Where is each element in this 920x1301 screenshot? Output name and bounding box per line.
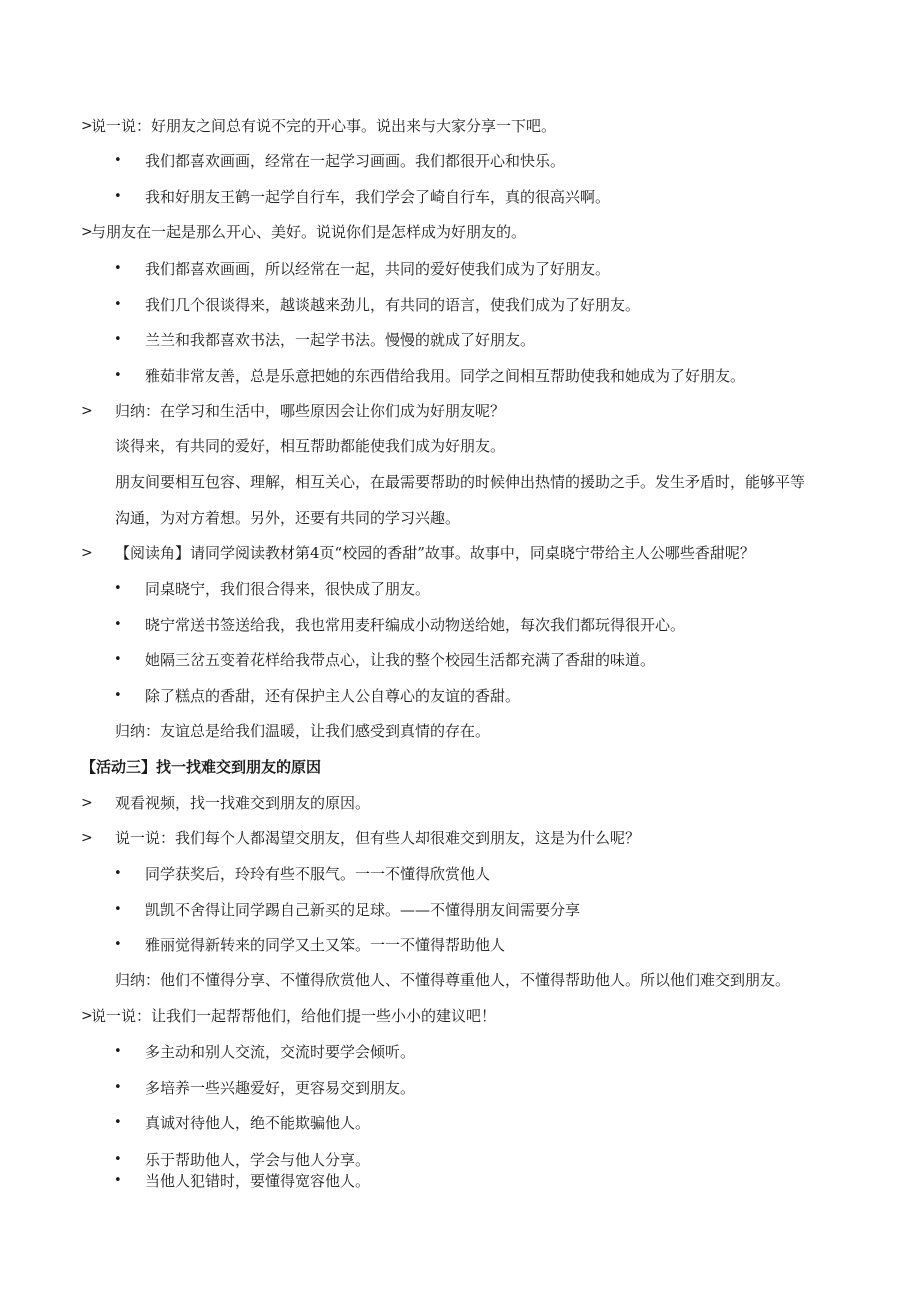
list-item: 雅丽觉得新转来的同学又土又笨。一一不懂得帮助他人 (145, 936, 506, 954)
list-item: 凯凯不舍得让同学踢自己新买的足球。——不懂得朋友间需要分享 (145, 901, 581, 919)
bullet-icon: • (114, 937, 122, 952)
bullet-icon: • (114, 1080, 122, 1095)
summary-text: 归纳：友谊总是给我们温暖，让我们感受到真情的存在。 (115, 722, 491, 740)
list-item: 当他人犯错时，要懂得宽容他人。 (145, 1172, 371, 1190)
bullet-icon: • (114, 1044, 122, 1059)
summary-answer: 谈得来，有共同的爱好，相互帮助都能使我们成为好朋友。 (115, 437, 506, 455)
bullet-icon: • (114, 581, 122, 596)
prompt-reading-corner: 【阅读角】请同学阅读教材第4页“校园的香甜”故事。故事中，同桌晓宁带给主人公哪些香甜呢？ (115, 544, 755, 562)
paragraph-line: 沟通，为对方着想。另外，还要有共同的学习兴趣。 (115, 509, 461, 527)
bullet-icon: • (114, 368, 122, 383)
arrow-icon: > (81, 1008, 93, 1024)
list-item: 乐于帮助他人，学会与他人分享。 (145, 1151, 371, 1169)
list-item: 多培养一些兴趣爱好，更容易交到朋友。 (145, 1079, 416, 1097)
list-item: 雅茹非常友善，总是乐意把她的东西借给我用。同学之间相互帮助使我和她成为了好朋友。 (145, 367, 746, 385)
list-item: 我们都喜欢画画，经常在一起学习画画。我们都很开心和快乐。 (145, 152, 566, 170)
bullet-icon: • (114, 617, 122, 632)
arrow-icon: > (81, 795, 93, 811)
list-item: 晓宁常送书签送给我，我也常用麦秆编成小动物送给她，每次我们都玩得很开心。 (145, 616, 686, 634)
arrow-icon: > (81, 545, 93, 561)
arrow-icon: > (81, 830, 93, 846)
list-item: 同桌晓宁，我们很合得来，很快成了朋友。 (145, 580, 431, 598)
list-item: 真诚对待他人，绝不能欺骗他人。 (145, 1114, 371, 1132)
prompt-why-hard: 说一说：我们每个人都渴望交朋友，但有些人却很难交到朋友，这是为什么呢？ (115, 829, 641, 847)
bullet-icon: • (114, 688, 122, 703)
bullet-icon: • (114, 866, 122, 881)
list-item: 我们几个很谈得来，越谈越来劲儿，有共同的语言，使我们成为了好朋友。 (145, 296, 641, 314)
bullet-icon: • (114, 189, 122, 204)
bullet-icon: • (114, 297, 122, 312)
activity-heading: 【活动三】找一找难交到朋友的原因 (81, 758, 322, 776)
paragraph-line: 朋友间要相互包容、理解，相互关心，在最需要帮助的时候伸出热情的援助之手。发生矛盾时，能够平等 (115, 473, 806, 491)
bullet-icon: • (114, 1115, 122, 1130)
list-item: 我们都喜欢画画，所以经常在一起，共同的爱好使我们成为了好朋友。 (145, 260, 611, 278)
arrow-icon: > (81, 118, 93, 134)
prompt-share-happy: 说一说：好朋友之间总有说不完的开心事。说出来与大家分享一下吧。 (91, 117, 557, 135)
list-item: 同学获奖后，玲玲有些不服气。一一不懂得欣赏他人 (145, 865, 491, 883)
prompt-summary-reasons: 归纳：在学习和生活中，哪些原因会让你们成为好朋友呢？ (115, 402, 506, 420)
list-item: 除了糕点的香甜，还有保护主人公自尊心的友谊的香甜。 (145, 687, 521, 705)
bullet-icon: • (114, 153, 122, 168)
list-item: 兰兰和我都喜欢书法，一起学书法。慢慢的就成了好朋友。 (145, 331, 536, 349)
prompt-suggestions: 说一说：让我们一起帮帮他们，给他们提一些小小的建议吧！ (91, 1007, 497, 1025)
bullet-icon: • (114, 332, 122, 347)
list-item: 她隔三岔五变着花样给我带点心，让我的整个校园生活都充满了香甜的味道。 (145, 651, 656, 669)
bullet-icon: • (114, 1152, 122, 1167)
bullet-icon: • (114, 261, 122, 276)
prompt-become-friends: 与朋友在一起是那么开心、美好。说说你们是怎样成为好朋友的。 (91, 223, 527, 241)
list-item: 我和好朋友王鹤一起学自行车，我们学会了崎自行车，真的很高兴啊。 (145, 188, 611, 206)
bullet-icon: • (114, 652, 122, 667)
arrow-icon: > (81, 403, 93, 419)
arrow-icon: > (81, 224, 93, 240)
summary-text: 归纳：他们不懂得分享、不懂得欣赏他人、不懂得尊重他人，不懂得帮助他人。所以他们难交到朋友。 (115, 971, 791, 989)
prompt-watch-video: 观看视频，找一找难交到朋友的原因。 (115, 794, 371, 812)
list-item: 多主动和别人交流，交流时要学会倾听。 (145, 1043, 416, 1061)
bullet-icon: • (114, 902, 122, 917)
bullet-icon: • (114, 1173, 122, 1188)
